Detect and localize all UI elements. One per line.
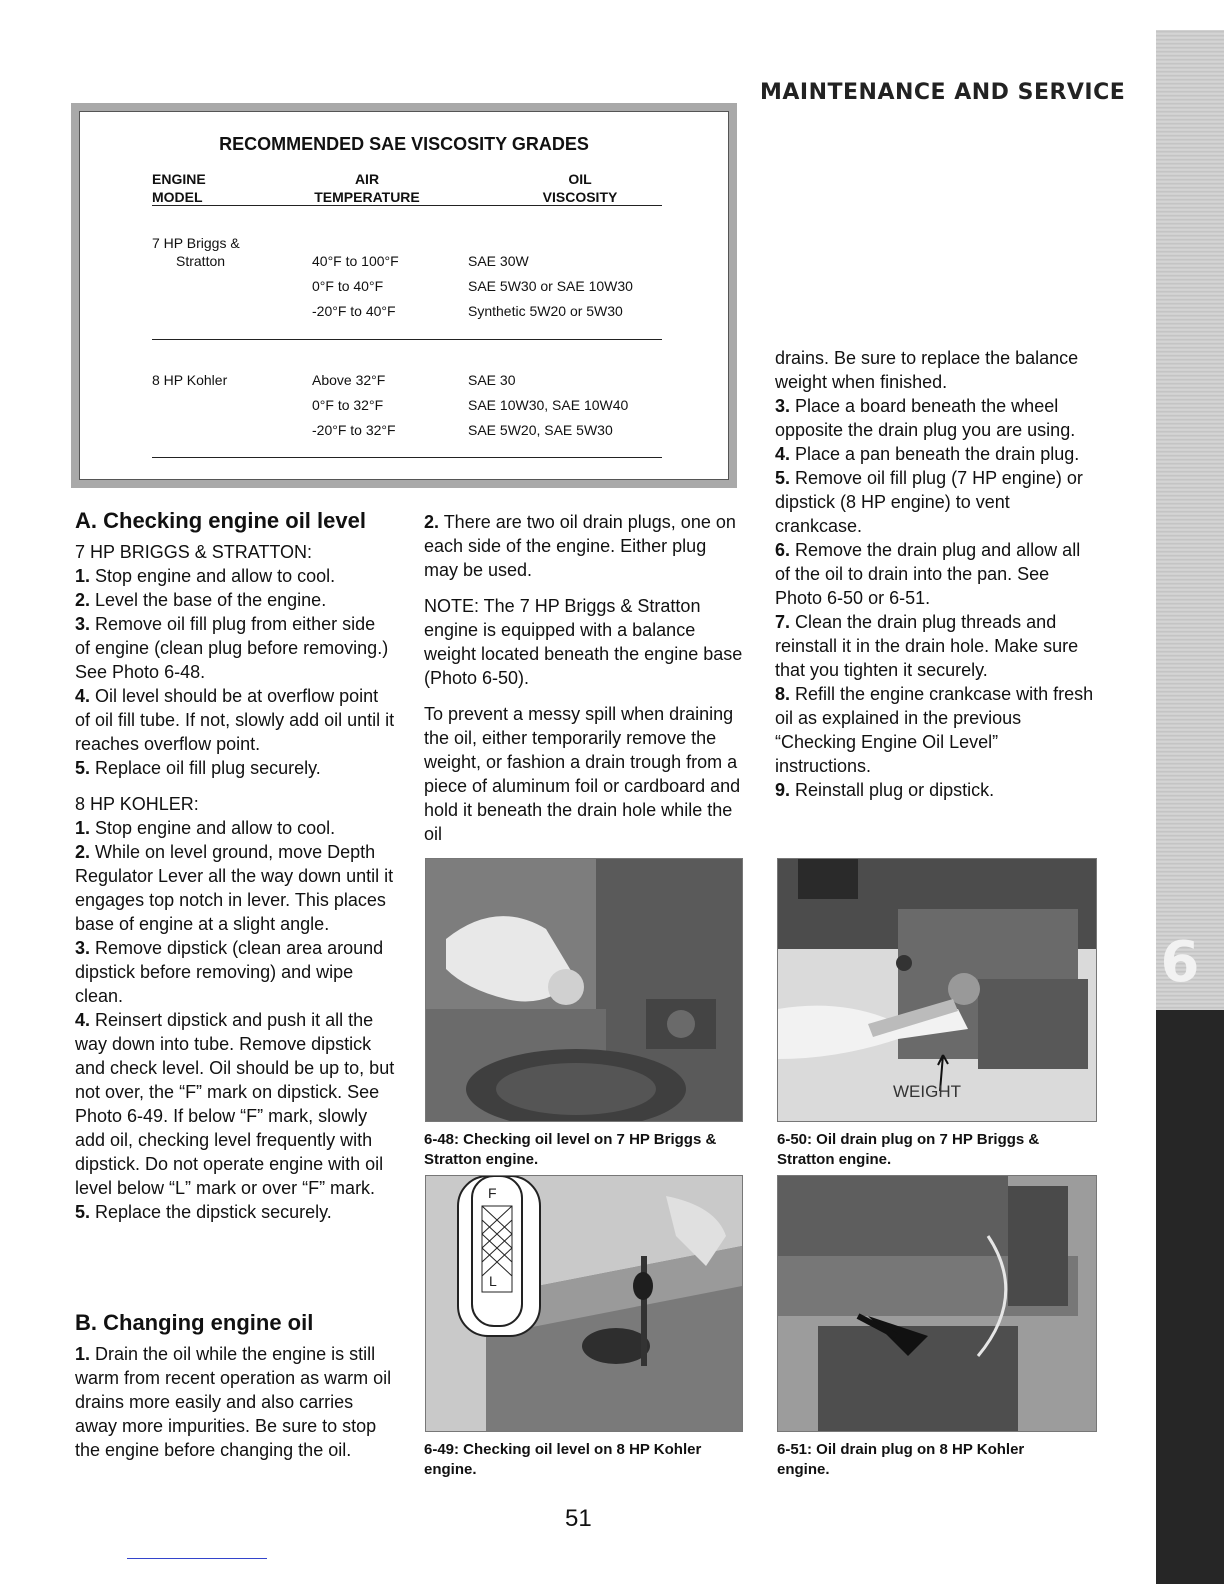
photo-6-48-caption: 6-48: Checking oil level on 7 HP Briggs & Stratton engine. [424, 1131, 717, 1168]
photo-6-48 [425, 858, 743, 1122]
dipstick-l-mark: L [489, 1273, 497, 1289]
list-item: 1. Stop engine and allow to cool. [75, 818, 336, 838]
table-cell: 0°F to 32°F [312, 397, 384, 413]
table-rule [152, 457, 662, 458]
dipstick-f-mark: F [488, 1185, 497, 1201]
list-item: 9. Reinstall plug or dipstick. [775, 780, 995, 800]
temp-column-kohler [312, 368, 396, 443]
page-number: 51 [565, 1505, 592, 1532]
section-a-heading: A. Checking engine oil level [75, 508, 366, 533]
photo-6-49 [425, 1175, 743, 1432]
photo-6-49-caption: 6-49: Checking oil level on 8 HP Kohler engine. [424, 1441, 702, 1478]
list-item: 6. Remove the drain plug and allow all of the oil to drain into the pan. See Photo 6-50 or 6-51. [775, 540, 1081, 608]
list-item: 3. Place a board beneath the wheel opposite the drain plug you are using. [775, 396, 1076, 440]
body-paragraph: To prevent a messy spill when draining the oil, either temporarily remove the weight, or fashion a drain trough from a piece of aluminum foil or cardboard and hold it beneath the drain hole while the oil [424, 704, 741, 844]
table-cell: SAE 30 [468, 372, 516, 388]
kohler-subheading: 8 HP KOHLER: [75, 794, 199, 814]
engine-model-kohler: 8 HP Kohler [152, 372, 228, 388]
photo-6-51-caption: 6-51: Oil drain plug on 8 HP Kohler engine. [777, 1441, 1025, 1478]
list-item: 5. Replace the dipstick securely. [75, 1202, 332, 1222]
right-column-text [775, 346, 1095, 802]
list-item: 4. Reinsert dipstick and push it all the way down into tube. Remove dipstick and check level. Oil should be up to, but not over, the “F” mark on dipstick. See Photo 6-49. If below “F” mark, slowly add oil, checking level frequently with dipstick. Do not operate engine with oil level below “L” mark or over “F” mark. [75, 1010, 395, 1198]
footer-rule [127, 1558, 267, 1559]
chapter-number: 6 [1160, 930, 1200, 995]
table-cell: -20°F to 40°F [312, 303, 396, 319]
table-cell: SAE 5W30 or SAE 10W30 [468, 278, 633, 294]
weight-label: WEIGHT [893, 1082, 961, 1101]
photo-6-51 [777, 1175, 1097, 1432]
list-item: 1. Drain the oil while the engine is still warm from recent operation as warm oil drains more easily and also carries away more impurities. Be sure to stop the engine before changing the oil. [75, 1344, 392, 1460]
note-paragraph: NOTE: The 7 HP Briggs & Stratton engine is equipped with a balance weight located beneath the engine base (Photo 6-50). [424, 596, 743, 688]
table-cell: -20°F to 32°F [312, 422, 396, 438]
photo-6-50-caption: 6-50: Oil drain plug on 7 HP Briggs & Stratton engine. [777, 1131, 1040, 1168]
table-cell: SAE 30W [468, 253, 529, 269]
oil-column-kohler [468, 368, 628, 443]
table-cell: 40°F to 100°F [312, 253, 399, 269]
list-item: 2. There are two oil drain plugs, one on each side of the engine. Either plug may be used. [424, 512, 736, 580]
table-title: RECOMMENDED SAE VISCOSITY GRADES [219, 134, 589, 154]
table-cell: SAE 5W20, SAE 5W30 [468, 422, 613, 438]
section-header: MAINTENANCE AND SERVICE [760, 80, 1126, 105]
table-cell: 0°F to 40°F [312, 278, 384, 294]
list-item: 4. Oil level should be at overflow point of oil fill tube. If not, slowly add oil until it reaches overflow point. [75, 686, 395, 754]
oil-column-briggs [468, 249, 633, 324]
viscosity-table [71, 103, 737, 488]
section-b-heading: B. Changing engine oil [75, 1310, 314, 1335]
list-item: 8. Refill the engine crankcase with fresh oil as explained in the previous “Checking Engine Oil Level” instructions. [775, 684, 1094, 776]
briggs-subheading: 7 HP BRIGGS & STRATTON: [75, 542, 313, 562]
header-air-temperature: AIR TEMPERATURE [314, 171, 420, 205]
engine-model-briggs: 7 HP Briggs & Stratton [152, 235, 240, 269]
list-item: 7. Clean the drain plug threads and reinstall it in the drain hole. Make sure that you tighten it securely. [775, 612, 1079, 680]
list-item: 5. Replace oil fill plug securely. [75, 758, 321, 778]
table-cell: Above 32°F [312, 372, 386, 388]
body-paragraph: drains. Be sure to replace the balance weight when finished. [775, 348, 1079, 392]
list-item: 3. Remove oil fill plug from either side of engine (clean plug before removing.) See Photo 6-48. [75, 614, 389, 682]
list-item: 2. Level the base of the engine. [75, 590, 327, 610]
table-rule [152, 205, 662, 206]
list-item: 5. Remove oil fill plug (7 HP engine) or dipstick (8 HP engine) to vent crankcase. [775, 468, 1083, 536]
list-item: 3. Remove dipstick (clean area around dipstick before removing) and wipe clean. [75, 938, 384, 1006]
middle-column-text [424, 510, 744, 846]
list-item: 1. Stop engine and allow to cool. [75, 566, 336, 586]
chapter-edge-dark-band [1156, 1010, 1224, 1584]
section-a-body [75, 540, 395, 1224]
list-item: 4. Place a pan beneath the drain plug. [775, 444, 1080, 464]
photo-6-50 [777, 858, 1097, 1122]
section-b-body [75, 1342, 395, 1462]
list-item: 2. While on level ground, move Depth Regulator Lever all the way down until it engages top notch in lever. This places base of engine at a slight angle. [75, 842, 394, 934]
table-rule [152, 339, 662, 340]
header-oil-viscosity: OIL VISCOSITY [542, 171, 618, 205]
header-engine-model: ENGINE MODEL [152, 171, 206, 205]
table-cell: SAE 10W30, SAE 10W40 [468, 397, 629, 413]
temp-column-briggs [312, 249, 399, 324]
table-cell: Synthetic 5W20 or 5W30 [468, 303, 623, 319]
